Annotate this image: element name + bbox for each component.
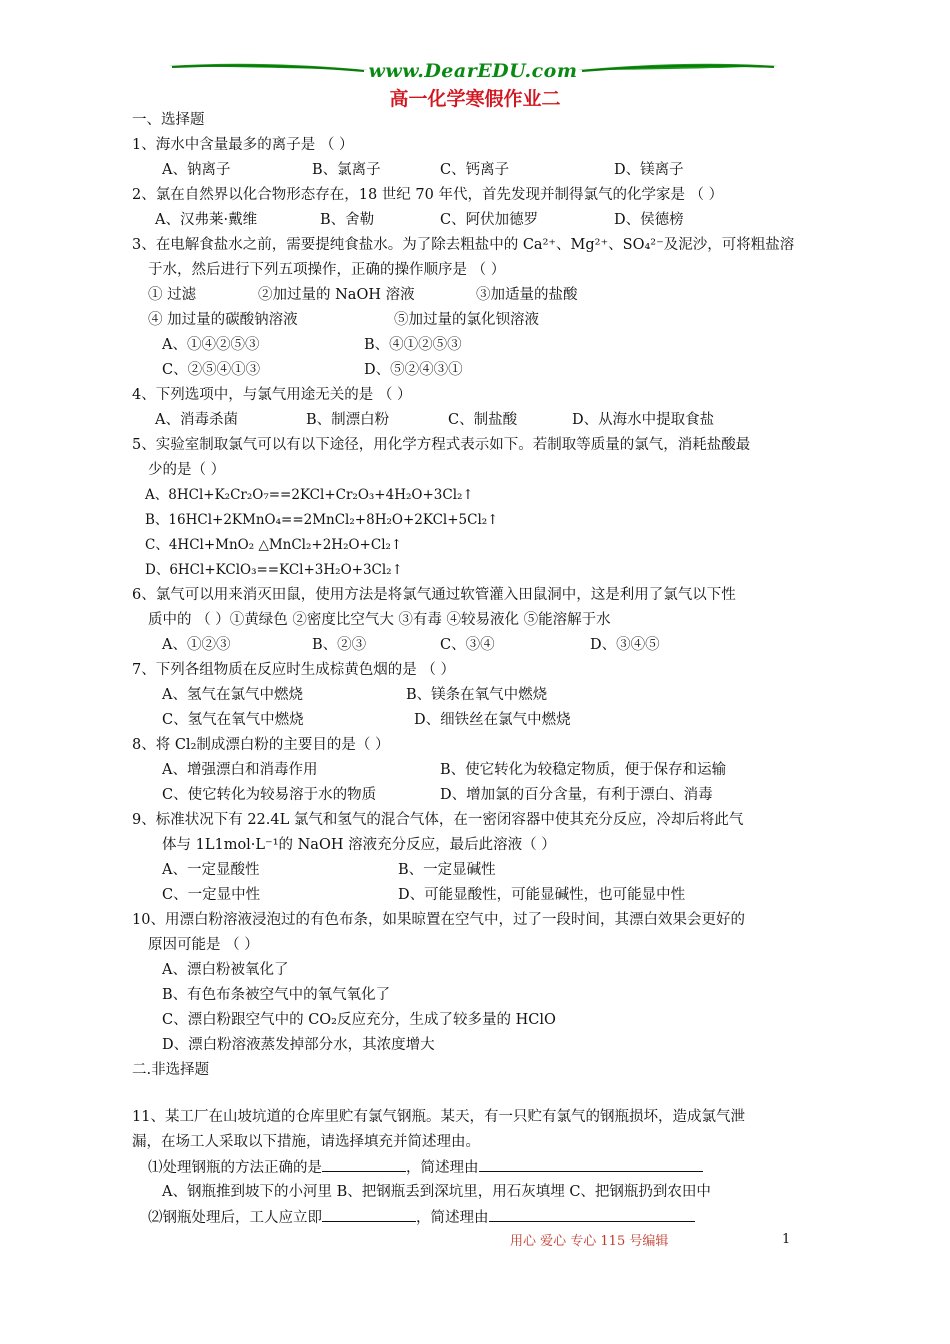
fill-in-line-1 [148, 1157, 703, 1178]
option: C、②⑤④①③ [162, 362, 261, 378]
fill-in-line-2 [148, 1207, 695, 1228]
option: D、侯德榜 [614, 212, 684, 228]
option: B、镁条在氧气中燃烧 [406, 687, 548, 703]
option: A、一定显酸性 [162, 862, 260, 878]
question-8: 8、将 Cl₂制成漂白粉的主要目的是（ ） [132, 737, 390, 753]
document-title: 高一化学寒假作业二 [389, 88, 561, 110]
answer-blank[interactable] [322, 1207, 416, 1222]
question-11: 11、某工厂在山坡坑道的仓库里贮有氯气钢瓶。某天，有一只贮有氯气的钢瓶损坏，造成氯气泄 [132, 1109, 745, 1125]
question-7: 7、下列各组物质在反应时生成棕黄色烟的是 （ ） [132, 662, 455, 678]
question-1: 1、海水中含量最多的离子是 （ ） [132, 137, 354, 153]
fill-in-prompt: ⑵钢瓶处理后，工人应立即 [148, 1210, 322, 1226]
option: D、增加氯的百分含量，有利于漂白、消毒 [440, 787, 713, 803]
option: B、②③ [312, 637, 367, 653]
fill-in-prompt: ⑴处理钢瓶的方法正确的是 [148, 1160, 322, 1176]
question-11-cont: 漏，在场工人采取以下措施，请选择填充并简述理由。 [132, 1134, 480, 1150]
question-5: 5、实验室制取氯气可以有以下途径，用化学方程式表示如下。若制取等质量的氯气，消耗盐酸最 [132, 437, 751, 453]
question-9: 9、标准状况下有 22.4L 氯气和氢气的混合气体，在一密闭容器中使其充分反应，冷却后将此气 [132, 812, 744, 828]
option: D、可能显酸性，可能显碱性，也可能显中性 [398, 887, 686, 903]
equation: B、16HCl+2KMnO₄==2MnCl₂+8H₂O+2KCl+5Cl₂↑ [145, 512, 499, 528]
site-name: www.DearEDU.com [368, 60, 578, 82]
option: C、一定显中性 [162, 887, 261, 903]
equation: C、4HCl+MnO₂ △MnCl₂+2H₂O+Cl₂↑ [145, 537, 403, 553]
question-4: 4、下列选项中，与氯气用途无关的是 （ ） [132, 387, 412, 403]
option: A、钠离子 [162, 162, 231, 178]
option: ④ 加过量的碳酸钠溶液 [148, 312, 298, 328]
option: D、镁离子 [614, 162, 684, 178]
option: ⑤加过量的氯化钡溶液 [394, 312, 539, 328]
question-3: 3、在电解食盐水之前，需要提纯食盐水。为了除去粗盐中的 Ca²⁺、Mg²⁺、SO₄²⁻及泥沙，可将粗盐溶 [132, 237, 795, 253]
option: C、使它转化为较易溶于水的物质 [162, 787, 377, 803]
option: A、增强漂白和消毒作用 [162, 762, 318, 778]
section-heading: 一、选择题 [132, 112, 205, 128]
option: D、⑤②④③① [364, 362, 463, 378]
question-6: 6、氯气可以用来消灭田鼠，使用方法是将氯气通过软管灌入田鼠洞中，这是利用了氯气以下性 [132, 587, 736, 603]
option: A、钢瓶推到坡下的小河里 B、把钢瓶丢到深坑里，用石灰填埋 C、把钢瓶扔到农田中 [162, 1184, 711, 1200]
question-5-cont: 少的是（ ） [148, 462, 226, 478]
question-3-cont: 于水，然后进行下列五项操作，正确的操作顺序是 （ ） [148, 262, 506, 278]
option: C、钙离子 [440, 162, 510, 178]
option: B、一定显碱性 [398, 862, 496, 878]
option: A、消毒杀菌 [155, 412, 238, 428]
reason-prompt: ，简述理由 [406, 1160, 479, 1176]
option: B、使它转化为较稳定物质，便于保存和运输 [440, 762, 727, 778]
question-10-cont: 原因可能是 （ ） [148, 937, 259, 953]
reason-blank[interactable] [479, 1157, 703, 1172]
option: C、氢气在氧气中燃烧 [162, 712, 304, 728]
option: A、汉弗莱·戴维 [155, 212, 258, 228]
question-9-cont: 体与 1L1mol·L⁻¹的 NaOH 溶液充分反应，最后此溶液（ ） [162, 837, 556, 853]
footer-text: 用心 爱心 专心 115 号编辑 [510, 1234, 669, 1249]
option: C、阿伏加德罗 [440, 212, 539, 228]
option: A、①②③ [162, 637, 231, 653]
option: D、细铁丝在氯气中燃烧 [414, 712, 571, 728]
option: ②加过量的 NaOH 溶液 [258, 287, 415, 303]
option: ③加适量的盐酸 [476, 287, 578, 303]
equation: D、6HCl+KClO₃==KCl+3H₂O+3Cl₂↑ [145, 562, 403, 578]
question-10: 10、用漂白粉溶液浸泡过的有色布条，如果晾置在空气中，过了一段时间，其漂白效果会更好的 [132, 912, 745, 928]
option: C、制盐酸 [448, 412, 518, 428]
equation: A、8HCl+K₂Cr₂O₇==2KCl+Cr₂O₃+4H₂O+3Cl₂↑ [145, 487, 474, 503]
option: D、③④⑤ [590, 637, 660, 653]
answer-blank[interactable] [322, 1157, 406, 1172]
site-banner [168, 58, 778, 84]
option: D、漂白粉溶液蒸发掉部分水，其浓度增大 [162, 1037, 435, 1053]
option: A、漂白粉被氧化了 [162, 962, 289, 978]
section-heading: 二.非选择题 [132, 1062, 210, 1078]
page-number: 1 [782, 1232, 791, 1247]
reason-prompt: ，简述理由 [416, 1210, 489, 1226]
option: B、氯离子 [312, 162, 381, 178]
option: B、舍勒 [320, 212, 375, 228]
option: ① 过滤 [148, 287, 197, 303]
reason-blank[interactable] [489, 1207, 695, 1222]
option: C、漂白粉跟空气中的 CO₂反应充分，生成了较多量的 HClO [162, 1012, 556, 1028]
option: C、③④ [440, 637, 495, 653]
option: A、①④②⑤③ [162, 337, 260, 353]
option: B、有色布条被空气中的氧气氧化了 [162, 987, 391, 1003]
option: B、④①②⑤③ [364, 337, 462, 353]
option: B、制漂白粉 [306, 412, 390, 428]
option: A、氢气在氯气中燃烧 [162, 687, 303, 703]
question-2: 2、氯在自然界以化合物形态存在，18 世纪 70 年代，首先发现并制得氯气的化学家是 （ ） [132, 187, 724, 203]
option: D、从海水中提取食盐 [572, 412, 715, 428]
question-6-cont: 质中的 （ ）①黄绿色 ②密度比空气大 ③有毒 ④较易液化 ⑤能溶解于水 [148, 612, 611, 628]
